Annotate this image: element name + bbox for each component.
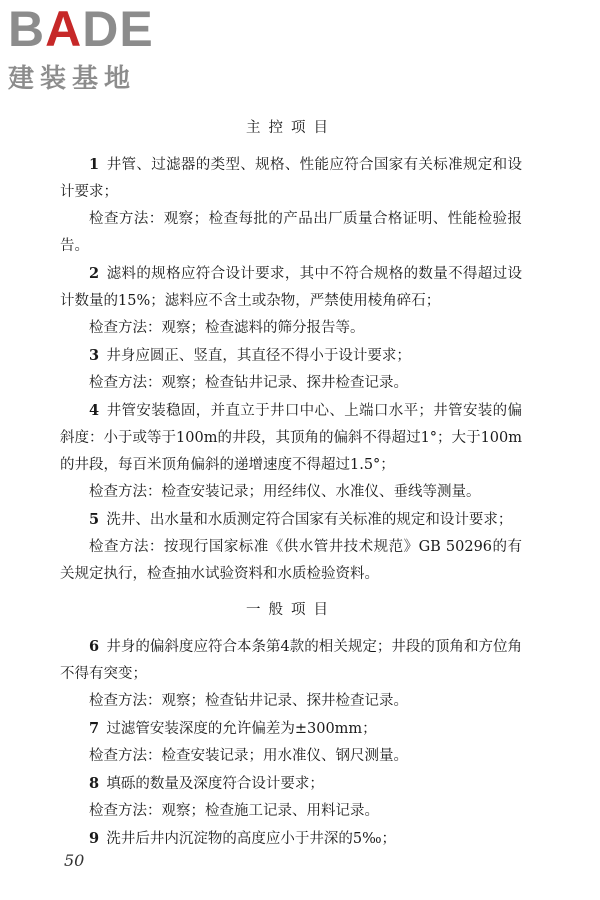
paragraph-text: 检查方法：按现行国家标准《供水管井技术规范》GB 50296的有关规定执行，检查抽水试验资料和水质检验资料。 — [60, 539, 522, 582]
paragraph-text: 填砾的数量及深度符合设计要求； — [106, 776, 324, 792]
inspection-method-paragraph — [60, 743, 522, 770]
clause-number: 1 — [89, 156, 100, 173]
page-number: 50 — [64, 851, 85, 870]
paragraph-text: 检查方法：观察；检查钻井记录、探井检查记录。 — [89, 693, 408, 709]
paragraph-text: 检查方法：观察；检查施工记录、用料记录。 — [89, 803, 379, 819]
paragraph-text: 洗井后井内沉淀物的高度应小于井深的5‰； — [106, 831, 397, 847]
paragraph-text: 井管安装稳固，并直立于井口中心、上端口水平；井管安装的偏斜度：小于或等于100m的井段，其顶角的偏斜不得超过1°；大于100m的井段，每百米顶角偏斜的递增速度不得超过1.5°； — [60, 403, 522, 473]
clause-number: 6 — [89, 638, 100, 655]
paragraph-text: 井身的偏斜度应符合本条第4款的相关规定；井段的顶角和方位角不得有突变； — [60, 639, 522, 682]
inspection-method-paragraph — [60, 206, 522, 260]
clause-number: 7 — [89, 720, 100, 737]
clause-paragraph — [60, 825, 522, 853]
clause-paragraph — [60, 633, 522, 688]
paragraph-text: 检查方法：观察；检查钻井记录、探井检查记录。 — [89, 375, 408, 391]
paragraph-text: 检查方法：观察；检查每批的产品出厂质量合格证明、性能检验报告。 — [60, 211, 522, 254]
inspection-method-paragraph — [60, 315, 522, 342]
page-content — [60, 118, 522, 853]
paragraph-text: 滤料的规格应符合设计要求，其中不符合规格的数量不得超过设计数量的15%；滤料应不含土或杂物，严禁使用棱角碎石； — [60, 266, 522, 309]
inspection-method-paragraph — [60, 370, 522, 397]
paragraph-text: 洗井、出水量和水质测定符合国家有关标准的规定和设计要求； — [106, 512, 513, 528]
paragraph-text: 检查方法：检查安装记录；用水准仪、钢尺测量。 — [89, 748, 408, 764]
logo-wordmark: BADE — [8, 1, 154, 57]
clause-number: 3 — [89, 347, 100, 364]
main-items-list — [60, 151, 522, 588]
clause-paragraph — [60, 260, 522, 315]
clause-number: 5 — [89, 511, 100, 528]
clause-paragraph — [60, 770, 522, 798]
inspection-method-paragraph — [60, 479, 522, 506]
clause-paragraph — [60, 506, 522, 534]
general-items-list — [60, 633, 522, 853]
main-items-heading: 主控项目 — [246, 120, 336, 136]
inspection-method-paragraph — [60, 534, 522, 588]
clause-paragraph — [60, 397, 522, 479]
general-items-heading: 一般项目 — [246, 602, 336, 618]
clause-number: 9 — [89, 830, 100, 847]
clause-number: 8 — [89, 775, 100, 792]
paragraph-text: 井身应圆正、竖直，其直径不得小于设计要求； — [106, 348, 411, 364]
clause-paragraph — [60, 715, 522, 743]
clause-number: 4 — [89, 402, 100, 419]
inspection-method-paragraph — [60, 688, 522, 715]
paragraph-text: 检查方法：观察；检查滤料的筛分报告等。 — [89, 320, 365, 336]
paragraph-text: 井管、过滤器的类型、规格、性能应符合国家有关标准规定和设计要求； — [60, 157, 522, 200]
clause-paragraph — [60, 151, 522, 206]
bade-logo — [8, 1, 183, 94]
clause-number: 2 — [89, 265, 100, 282]
paragraph-text: 过滤管安装深度的允许偏差为±300mm； — [106, 721, 377, 737]
paragraph-text: 检查方法：检查安装记录；用经纬仪、水准仪、垂线等测量。 — [89, 484, 481, 500]
clause-paragraph — [60, 342, 522, 370]
logo-subtitle: 建装基地 — [8, 64, 137, 94]
inspection-method-paragraph — [60, 798, 522, 825]
